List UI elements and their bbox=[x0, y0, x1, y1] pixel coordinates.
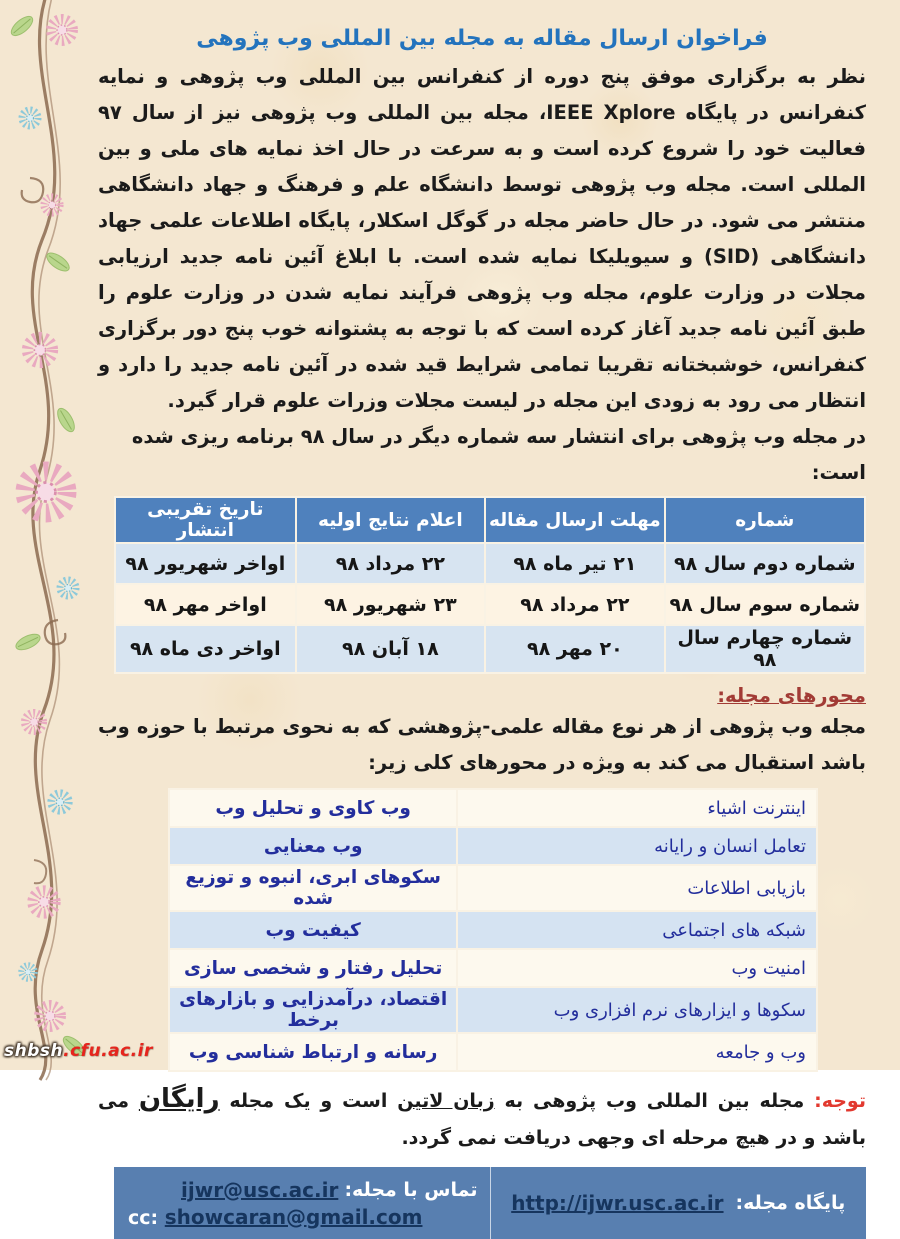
table-row bbox=[115, 625, 865, 673]
journal-site-cell bbox=[490, 1167, 866, 1239]
schedule-header-cell: اعلام نتایج اولیه bbox=[296, 497, 486, 543]
cc-email-link[interactable]: showcaran@gmail.com bbox=[164, 1204, 423, 1229]
topic-cell: وب معنایی bbox=[169, 827, 457, 865]
topics-table bbox=[168, 788, 818, 1072]
topic-cell: تعامل انسان و رایانه bbox=[457, 827, 817, 865]
topic-cell: امنیت وب bbox=[457, 949, 817, 987]
schedule-cell: ۲۱ تیر ماه ۹۸ bbox=[485, 543, 664, 584]
list-item bbox=[169, 987, 817, 1033]
list-item bbox=[169, 1033, 817, 1071]
schedule-cell: شماره دوم سال ۹۸ bbox=[665, 543, 865, 584]
topic-cell: رسانه و ارتباط شناسی وب bbox=[169, 1033, 457, 1071]
topic-cell: بازیابی اطلاعات bbox=[457, 865, 817, 911]
note-underlined-latin: زبان لاتین bbox=[397, 1090, 495, 1112]
note-paragraph bbox=[98, 1081, 866, 1157]
list-item bbox=[169, 865, 817, 911]
contact-row-email bbox=[126, 1178, 478, 1202]
schedule-table bbox=[114, 496, 866, 674]
schedule-header-cell: مهلت ارسال مقاله bbox=[485, 497, 664, 543]
list-item bbox=[169, 789, 817, 827]
topic-cell: وب و جامعه bbox=[457, 1033, 817, 1071]
topic-cell: سکوها و ایزارهای نرم افزاری وب bbox=[457, 987, 817, 1033]
note-text: مجله بین المللی وب پژوهی به bbox=[494, 1090, 815, 1112]
table-row bbox=[115, 584, 865, 625]
schedule-cell: اواخر دی ماه ۹۸ bbox=[115, 625, 296, 673]
schedule-header-row bbox=[115, 497, 865, 543]
contact-row-cc bbox=[126, 1205, 478, 1229]
poster-content bbox=[98, 26, 866, 1239]
contact-label: تماس با مجله: bbox=[344, 1178, 478, 1201]
schedule-cell: اواخر شهریور ۹۸ bbox=[115, 543, 296, 584]
watermark bbox=[4, 1041, 153, 1061]
schedule-header-cell: تاریخ تقریبی انتشار bbox=[115, 497, 296, 543]
schedule-cell: ۲۳ شهریور ۹۸ bbox=[296, 584, 486, 625]
note-text: می باشد و در هیچ مرحله ای وجهی دریافت نمی گردد. bbox=[98, 1090, 866, 1149]
topic-cell: تحلیل رفتار و شخصی سازی bbox=[169, 949, 457, 987]
schedule-cell: ۲۰ مهر ۹۸ bbox=[485, 625, 664, 673]
topic-cell: وب کاوی و تحلیل وب bbox=[169, 789, 457, 827]
topics-intro-text: مجله وب پژوهی از هر نوع مقاله علمی-پژوهشی که به نحوی مرتبط با حوزه وب باشد استقبال می کند به ویژه در محورهای کلی زیر: bbox=[98, 715, 866, 774]
topics-heading: محورهای مجله: bbox=[717, 684, 866, 707]
topic-cell: سکوهای ابری، انبوه و توزیع شده bbox=[169, 865, 457, 911]
schedule-cell: ۱۸ آبان ۹۸ bbox=[296, 625, 486, 673]
schedule-cell: ۲۲ مرداد ۹۸ bbox=[485, 584, 664, 625]
schedule-header-cell: شماره bbox=[665, 497, 865, 543]
note-text: است و یک مجله bbox=[219, 1090, 398, 1112]
page-title: فراخوان ارسال مقاله به مجله بین المللی وب پژوهی bbox=[196, 26, 768, 51]
journal-site-link[interactable]: http://ijwr.usc.ac.ir bbox=[511, 1191, 724, 1215]
journal-contact-cell bbox=[114, 1167, 490, 1239]
schedule-intro-text: در مجله وب پژوهی برای انتشار سه شماره دیگر در سال ۹۸ برنامه ریزی شده است: bbox=[131, 425, 866, 484]
schedule-cell: شماره چهارم سال ۹۸ bbox=[665, 625, 865, 673]
note-label: توجه: bbox=[814, 1090, 866, 1112]
floral-border-decoration bbox=[0, 0, 94, 1070]
site-label: پایگاه مجله: bbox=[735, 1192, 846, 1214]
journal-email-link[interactable]: ijwr@usc.ac.ir bbox=[181, 1177, 339, 1202]
list-item bbox=[169, 949, 817, 987]
topic-cell: کیفیت وب bbox=[169, 911, 457, 949]
watermark-site-part: shbsh bbox=[4, 1041, 64, 1061]
watermark-domain-part: .cfu.ac.ir bbox=[63, 1041, 153, 1061]
topic-cell: اقتصاد، درآمدزایی و بازارهای برخط bbox=[169, 987, 457, 1033]
cc-label: cc: bbox=[128, 1206, 159, 1229]
note-free-highlight: رایگان bbox=[138, 1084, 220, 1114]
table-row bbox=[115, 543, 865, 584]
schedule-cell: اواخر مهر ۹۸ bbox=[115, 584, 296, 625]
list-item bbox=[169, 911, 817, 949]
schedule-cell: ۲۲ مرداد ۹۸ bbox=[296, 543, 486, 584]
intro-paragraph: نظر به برگزاری موفق پنج دوره از کنفرانس بین المللی وب پژوهی و نمایه کنفرانس در پایگاه IEEE Xplore، مجله بین المللی وب پژوهی نیز از سال ۹۷ فعالیت خود را شروع کرده است و به سرعت در حال اخذ نمایه های ملی و بین المللی است. مجله وب پژوهی توسط دانشگاه علم و فرهنگ و جهاد دانشگاهی منتشر می شود. در حال حاضر مجله در گوگل اسکلار، پایگاه اطلاعات علمی جهاد دانشگاهی (SID) و سیویلیکا نمایه شده است. با ابلاغ آئین نامه جدید ارزیابی مجلات در وزارت علوم، مجله وب پژوهی فرآیند نمایه شدن در وزارت علوم را طبق آئین نامه جدید آغاز کرده است که با توجه به پشتوانه خوب پنج دور برگزاری کنفرانس، خوشبختانه تقریبا تمامی شرایط قید شده در آئین نامه جدید را دارد و انتظار می رود به زودی این مجله در لیست مجلات وزرات علوم قرار گیرد. bbox=[98, 65, 866, 412]
contact-bar bbox=[114, 1167, 866, 1239]
schedule-cell: شماره سوم سال ۹۸ bbox=[665, 584, 865, 625]
topic-cell: شبکه های اجتماعی bbox=[457, 911, 817, 949]
list-item bbox=[169, 827, 817, 865]
topic-cell: اینترنت اشیاء bbox=[457, 789, 817, 827]
